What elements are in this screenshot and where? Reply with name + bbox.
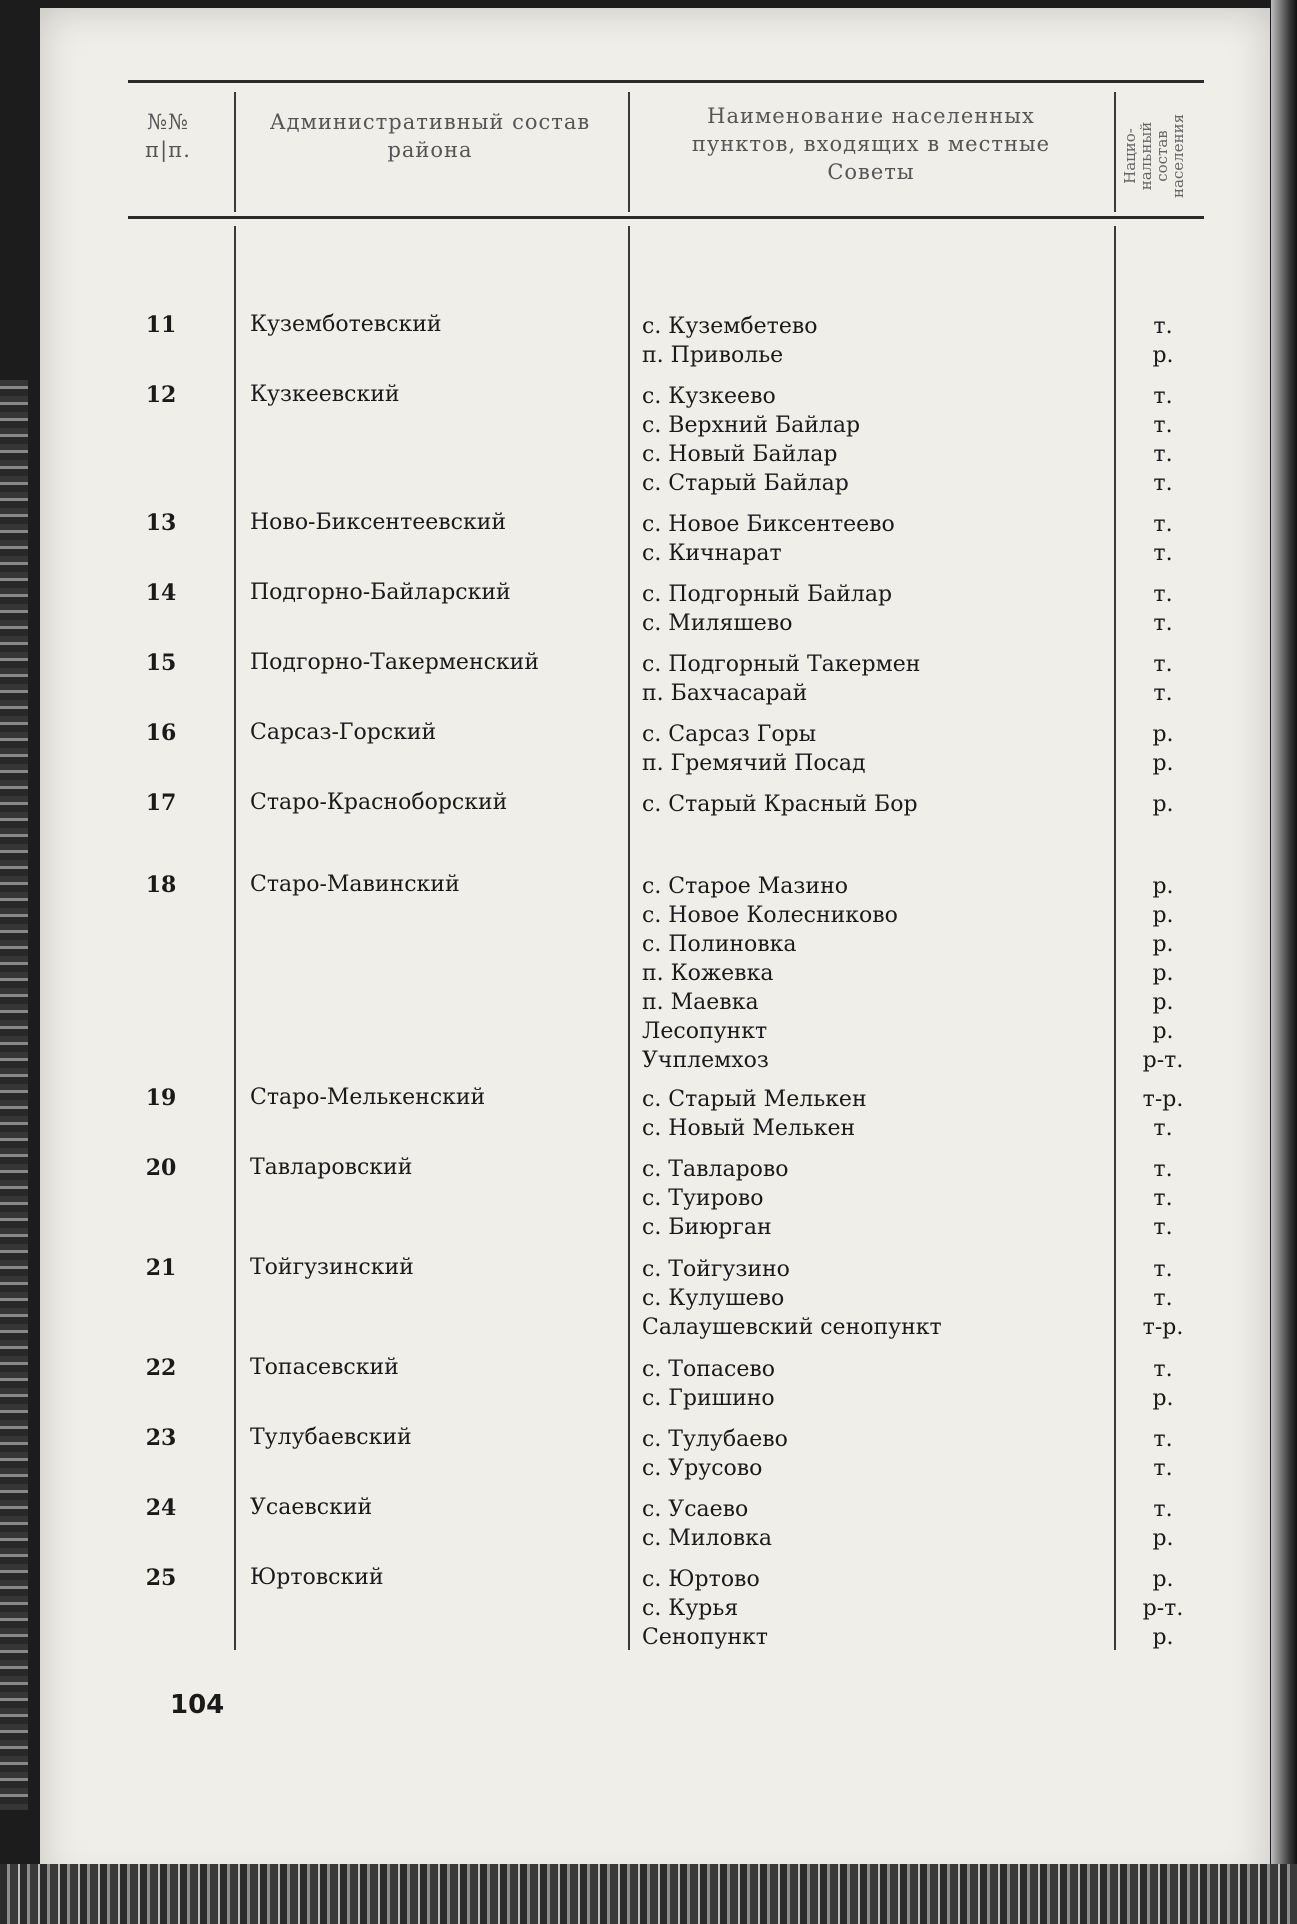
nationality-item: р. [1152,874,1174,899]
nationality-list [1128,312,1198,370]
nationality-item: т. [1153,611,1173,636]
settlement-item: п. Бахчасарай [642,681,808,706]
page-edge-right [1271,0,1297,1924]
settlement-list [642,1425,1062,1483]
nationality-item: т. [1153,1257,1173,1282]
row-number: 12 [145,382,177,408]
nationality-list [1128,510,1198,568]
page-edge-left [0,380,28,1810]
nationality-item: р. [1152,343,1174,368]
nationality-item: р. [1152,722,1174,747]
settlement-item: с. Старый Байлар [642,471,849,496]
nationality-item: р. [1152,792,1174,817]
body-divider-1 [234,226,236,1650]
settlement-item: с. Кичнарат [642,541,782,566]
settlement-list [642,1085,1062,1143]
settlement-list [642,382,1062,498]
nationality-item: р. [1152,903,1174,928]
nationality-item: т. [1153,413,1173,438]
nationality-list [1128,580,1198,638]
row-number: 19 [145,1085,177,1111]
nationality-item: т. [1153,1116,1173,1141]
body-divider-3 [1114,226,1116,1650]
nationality-item: т. [1153,1186,1173,1211]
nationality-list [1128,1255,1198,1342]
settlement-list [642,1355,1062,1413]
header-num: №№ п|п. [145,110,191,162]
settlement-list [642,580,1062,638]
district-name: Топасевский . . . [250,1355,612,1380]
settlement-list [642,312,1062,370]
nationality-item: т-р. [1142,1087,1184,1112]
settlement-item: с. Подгорный Байлар [642,582,893,607]
row-number: 11 [145,312,177,338]
settlement-list [642,510,1062,568]
district-name: Подгорно-Байларский . . . [250,580,612,605]
settlement-item: с. Новое Биксентеево [642,512,895,537]
row-number: 13 [145,510,177,536]
nationality-item: р-т. [1142,1048,1184,1073]
nationality-item: т. [1153,1215,1173,1240]
settlement-item: с. Топасево [642,1357,775,1382]
row-number: 17 [145,790,177,816]
nationality-item: р. [1152,1567,1174,1592]
settlement-item: п. Гремячий Посад [642,751,866,776]
row-number: 20 [145,1155,177,1181]
settlement-item: с. Кулушево [642,1286,785,1311]
nationality-item: т. [1153,1357,1173,1382]
nationality-item: т. [1153,1157,1173,1182]
settlement-item: Учплемхоз [642,1048,769,1073]
settlement-item: с. Подгорный Такермен [642,652,921,677]
district-name: Сарсаз-Горский . . . [250,720,612,745]
district-name: Ново-Биксентеевский . . . [250,510,612,535]
nationality-item: р. [1152,961,1174,986]
row-number: 23 [145,1425,177,1451]
settlement-list [642,1495,1062,1553]
settlement-list [642,872,1062,1075]
settlement-item: с. Новый Байлар [642,442,838,467]
nationality-item: т. [1153,652,1173,677]
district-name: Тулубаевский . . . [250,1425,612,1450]
nationality-item: т. [1153,442,1173,467]
nationality-item: т. [1153,384,1173,409]
nationality-list [1128,382,1198,498]
nationality-item: р. [1152,1526,1174,1551]
settlement-list [642,1155,1062,1242]
nationality-list [1128,1355,1198,1413]
settlement-item: с. Тавларово [642,1157,789,1182]
nationality-list [1128,1425,1198,1483]
settlement-list [642,790,1062,819]
settlement-list [642,650,1062,708]
settlement-item: Салаушевский сенопункт [642,1315,942,1340]
row-number: 24 [145,1495,177,1521]
settlement-list [642,720,1062,778]
nationality-item: р. [1152,1386,1174,1411]
settlement-item: с. Юртово [642,1567,760,1592]
row-number: 16 [145,720,177,746]
nationality-item: р-т. [1142,1596,1184,1621]
district-name: Подгорно-Такерменский . . . [250,650,612,675]
header-district: Административный состав района [269,110,591,162]
district-name: Усаевский . . . [250,1495,612,1520]
district-name: Кузкеевский . . . [250,382,612,407]
district-name: Старо-Мелькенский . . . [250,1085,612,1110]
nationality-item: т. [1153,1427,1173,1452]
settlement-item: п. Приволье [642,343,784,368]
nationality-list [1128,650,1198,708]
settlement-item: с. Тулубаево [642,1427,788,1452]
row-number: 21 [145,1255,177,1281]
district-name: Куземботевский . . . [250,312,612,337]
header-divider-2 [628,92,630,212]
settlement-item: с. Туирово [642,1186,764,1211]
settlement-item: с. Кузкеево [642,384,776,409]
nationality-list [1128,1565,1198,1652]
nationality-item: р. [1152,1019,1174,1044]
settlement-item: с. Старый Красный Бор [642,792,918,817]
settlement-item: п. Кожевка [642,961,774,986]
settlement-item: с. Старое Мазино [642,874,848,899]
nationality-item: т-р. [1142,1315,1184,1340]
header-settlements: Наименование населенных пунктов, входящих в местные Советы [691,104,1051,184]
page-edge-bottom [0,1864,1297,1924]
header-bottom-rule [128,216,1204,219]
nationality-item: т. [1153,1286,1173,1311]
settlement-item: с. Полиновка [642,932,797,957]
nationality-item: р. [1152,1625,1174,1650]
settlement-list [642,1565,1062,1652]
settlement-item: Лесопункт [642,1019,768,1044]
nationality-list [1128,1155,1198,1242]
nationality-item: т. [1153,1497,1173,1522]
nationality-list [1128,720,1198,778]
settlement-item: с. Старый Мелькен [642,1087,867,1112]
row-number: 22 [145,1355,177,1381]
page-number: 104 [170,1690,225,1720]
nationality-item: т. [1153,1456,1173,1481]
nationality-list [1128,790,1198,819]
settlement-list [642,1255,1062,1342]
settlement-item: с. Сарсаз Горы [642,722,817,747]
settlement-item: с. Миловка [642,1526,772,1551]
nationality-item: р. [1152,932,1174,957]
nationality-item: т. [1153,541,1173,566]
settlement-item: п. Маевка [642,990,759,1015]
settlement-item: с. Курья [642,1596,739,1621]
header-nationality: Нацио- нальный состав населения [1121,113,1187,199]
nationality-item: р. [1152,751,1174,776]
nationality-list [1128,872,1198,1075]
nationality-list [1128,1085,1198,1143]
district-name: Тойгузинский . . . [250,1255,612,1280]
district-name: Тавларовский . . . [250,1155,612,1180]
settlement-item: с. Кузембетево [642,314,818,339]
row-number: 14 [145,580,177,606]
settlement-item: с. Верхний Байлар [642,413,861,438]
table-top-rule [128,80,1204,83]
row-number: 15 [145,650,177,676]
settlement-item: с. Урусово [642,1456,763,1481]
nationality-item: р. [1152,990,1174,1015]
settlement-item: с. Тойгузино [642,1257,790,1282]
body-divider-2 [628,226,630,1650]
header-divider-1 [234,92,236,212]
nationality-item: т. [1153,314,1173,339]
nationality-item: т. [1153,582,1173,607]
settlement-item: Сенопункт [642,1625,768,1650]
district-name: Юртовский . . . [250,1565,612,1590]
row-number: 18 [145,872,177,898]
nationality-item: т. [1153,681,1173,706]
settlement-item: с. Новое Колесниково [642,903,898,928]
row-number: 25 [145,1565,177,1591]
district-name: Старо-Красноборский . . . [250,790,612,815]
settlement-item: с. Биюрган [642,1215,772,1240]
header-divider-3 [1114,92,1116,212]
settlement-item: с. Усаево [642,1497,749,1522]
district-name: Старо-Мавинский . . . [250,872,612,897]
nationality-item: т. [1153,512,1173,537]
settlement-item: с. Миляшево [642,611,793,636]
settlement-item: с. Гришино [642,1386,775,1411]
nationality-list [1128,1495,1198,1553]
settlement-item: с. Новый Мелькен [642,1116,856,1141]
nationality-item: т. [1153,471,1173,496]
